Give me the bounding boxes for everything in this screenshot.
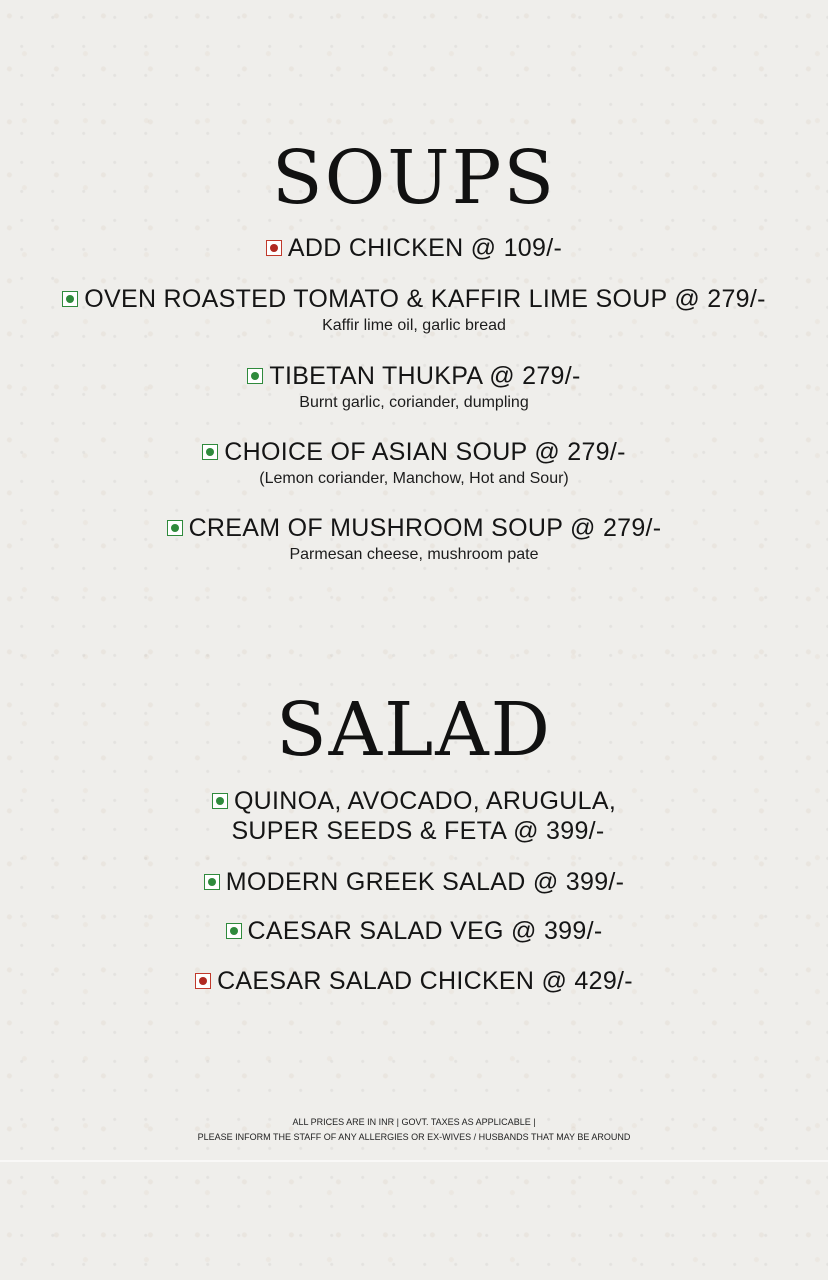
veg-marker-icon xyxy=(204,874,220,890)
menu-item-quinoa-salad xyxy=(0,786,828,846)
non-veg-marker-icon xyxy=(266,240,282,256)
veg-marker-icon xyxy=(62,291,78,307)
veg-marker-icon xyxy=(167,520,183,536)
salad-heading: SALAD xyxy=(275,687,553,773)
veg-marker-icon xyxy=(202,444,218,460)
footer-line-1: ALL PRICES ARE IN INR | GOVT. TAXES AS APPLICABLE | xyxy=(292,1117,536,1127)
item-description: Burnt garlic, coriander, dumpling xyxy=(299,394,529,411)
veg-marker-icon xyxy=(247,368,263,384)
footer-note xyxy=(0,1115,828,1145)
menu-item-mushroom-soup xyxy=(0,513,828,565)
item-name: ADD CHICKEN @ 109/- xyxy=(287,234,563,262)
menu-item-asian-soup xyxy=(0,437,828,489)
veg-marker-icon xyxy=(212,793,228,809)
item-description: Kaffir lime oil, garlic bread xyxy=(322,317,506,334)
item-description: Parmesan cheese, mushroom pate xyxy=(289,546,539,563)
menu-item-caesar-veg xyxy=(0,916,828,946)
menu-item-tibetan-thukpa xyxy=(0,361,828,413)
footer-line-2: PLEASE INFORM THE STAFF OF ANY ALLERGIES OR EX-WIVES / HUSBANDS THAT MAY BE AROUND xyxy=(197,1132,631,1142)
non-veg-marker-icon xyxy=(195,973,211,989)
veg-marker-icon xyxy=(226,923,242,939)
menu-item-greek-salad xyxy=(0,867,828,897)
menu-item-caesar-chicken xyxy=(0,966,828,996)
menu-item-add-chicken xyxy=(0,233,828,263)
item-name: OVEN ROASTED TOMATO & KAFFIR LIME SOUP @ 279/- xyxy=(84,285,766,313)
item-description: (Lemon coriander, Manchow, Hot and Sour) xyxy=(259,470,569,487)
soups-heading: SOUPS xyxy=(271,135,557,221)
item-name-line2: SUPER SEEDS & FETA @ 399/- xyxy=(231,817,605,845)
item-name: CAESAR SALAD CHICKEN @ 429/- xyxy=(217,967,633,995)
item-name: CHOICE OF ASIAN SOUP @ 279/- xyxy=(224,438,626,466)
item-name: CREAM OF MUSHROOM SOUP @ 279/- xyxy=(188,514,662,542)
item-name: TIBETAN THUKPA @ 279/- xyxy=(269,362,581,390)
item-name: CAESAR SALAD VEG @ 399/- xyxy=(247,917,603,945)
item-name: QUINOA, AVOCADO, ARUGULA, xyxy=(233,787,617,815)
menu-item-tomato-soup xyxy=(0,284,828,336)
item-name: MODERN GREEK SALAD @ 399/- xyxy=(225,868,625,896)
